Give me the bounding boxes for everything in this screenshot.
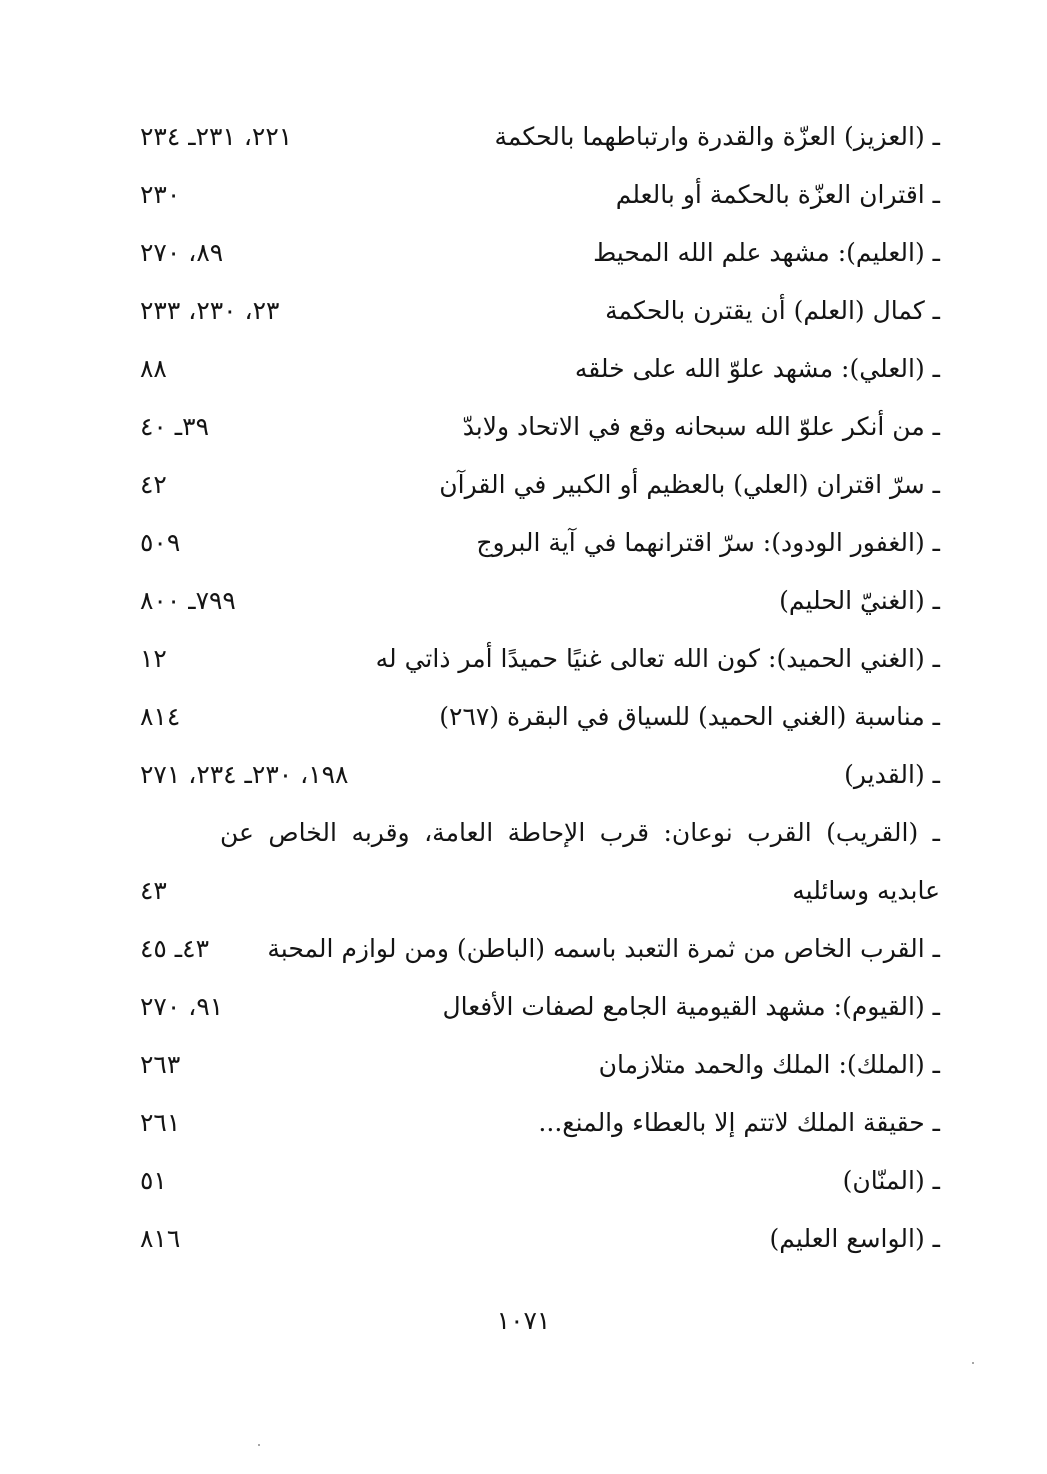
index-entry (140, 402, 940, 460)
index-entry (140, 1214, 940, 1272)
entry-page-refs: ٤٣ـ ٤٥ (140, 934, 209, 963)
entry-page-refs: ٤٣ (140, 876, 167, 905)
entry-page-refs: ٨٨ (140, 354, 167, 383)
entry-page-refs: ٧٩٩ـ ٨٠٠ (140, 586, 236, 615)
index-entry (140, 518, 940, 576)
entry-text: ـ (العليم): مشهد علم الله المحيط (593, 238, 940, 267)
page-number: ١٠٧١ (496, 1306, 551, 1335)
entry-page-refs: ٥١ (140, 1166, 167, 1195)
entry-text: ـ (الغني الحميد): كون الله تعالى غنيًا حميدًا أمر ذاتي له (375, 644, 940, 673)
scan-speck (258, 1444, 260, 1446)
entry-page-refs: ٢٣٠ (140, 180, 181, 209)
index-entry (140, 924, 940, 982)
scan-speck (972, 1362, 974, 1364)
entry-text: ـ (الملك): الملك والحمد متلازمان (598, 1050, 940, 1079)
entry-page-refs: ٨١٦ (140, 1224, 181, 1253)
entry-page-refs: ٥٠٩ (140, 528, 181, 557)
index-entry (140, 808, 940, 924)
entry-text: ـ اقتران العزّة بالحكمة أو بالعلم (615, 180, 940, 209)
index-entry (140, 692, 940, 750)
entry-page-refs: ٨١٤ (140, 702, 181, 731)
entry-page-refs: ٢٦٣ (140, 1050, 181, 1079)
entry-page-refs: ٢٢١، ٢٣١ـ ٢٣٤ (140, 122, 293, 151)
entry-text: ـ (الواسع العليم) (769, 1224, 940, 1253)
index-entry (140, 1098, 940, 1156)
entry-text: ـ (العلي): مشهد علوّ الله على خلقه (574, 354, 940, 383)
index-entry (140, 170, 940, 228)
index-entries (140, 112, 940, 1272)
index-entry (140, 228, 940, 286)
index-entry (140, 344, 940, 402)
entry-text: ـ سرّ اقتران (العلي) بالعظيم أو الكبير في القرآن (439, 470, 940, 499)
entry-page-refs: ٤٢ (140, 470, 167, 499)
entry-text: ـ كمال (العلم) أن يقترن بالحكمة (605, 296, 940, 325)
index-entry (140, 750, 940, 808)
entry-page-refs: ٩١، ٢٧٠ (140, 992, 224, 1021)
entry-page-refs: ١٢ (140, 644, 167, 673)
entry-text: ـ (الغنيّ الحليم) (779, 586, 940, 615)
entry-page-refs: ٨٩، ٢٧٠ (140, 238, 224, 267)
entry-text: ـ (القيوم): مشهد القيومية الجامع لصفات الأفعال (442, 992, 940, 1021)
entry-text: ـ (القريب) القرب نوعان: قرب الإحاطة العامة، وقربه الخاص عن عابديه وسائليه (220, 818, 940, 905)
entry-text: ـ مناسبة (الغني الحميد) للسياق في البقرة (٢٦٧) (439, 702, 940, 731)
entry-page-refs: ٢٣، ٢٣٠، ٢٣٣ (140, 296, 280, 325)
index-entry (140, 460, 940, 518)
entry-text: ـ (الغفور الودود): سرّ اقترانهما في آية البروج (476, 528, 940, 557)
index-entry (140, 576, 940, 634)
entry-page-refs: ٢٦١ (140, 1108, 181, 1137)
index-entry (140, 112, 940, 170)
entry-page-refs: ١٩٨، ٢٣٠ـ ٢٣٤، ٢٧١ (140, 760, 349, 789)
entry-text: ـ القرب الخاص من ثمرة التعبد باسمه (الباطن) ومن لوازم المحبة (267, 934, 940, 963)
index-entry (140, 634, 940, 692)
index-entry (140, 982, 940, 1040)
entry-text: ـ حقيقة الملك لاتتم إلا بالعطاء والمنع... (538, 1108, 940, 1137)
index-entry (140, 1156, 940, 1214)
entry-text: ـ من أنكر علوّ الله سبحانه وقع في الاتحاد ولابدّ (462, 412, 940, 441)
entry-text: ـ (المنّان) (842, 1166, 940, 1195)
entry-page-refs: ٣٩ـ ٤٠ (140, 412, 209, 441)
index-entry (140, 1040, 940, 1098)
entry-text: ـ (القدير) (844, 760, 940, 789)
entry-text: ـ (العزيز) العزّة والقدرة وارتباطهما بالحكمة (494, 122, 940, 151)
index-entry (140, 286, 940, 344)
